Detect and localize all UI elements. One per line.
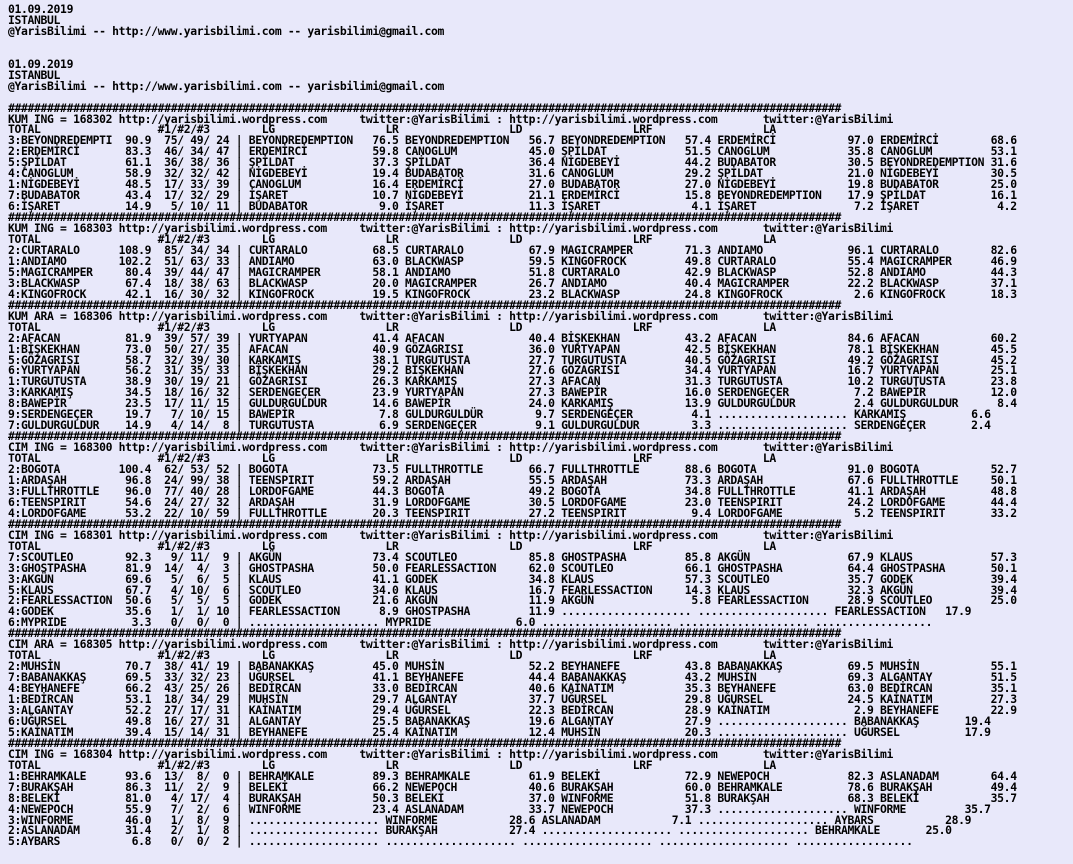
column-header-line: TOTAL #1/#2/#3 LG LR LD LRF LA: [8, 757, 776, 772]
horse-result-row: 7:GULDURGULDUR 14.9 4/ 14/ 8 | TURGUTUSTA 6.9 SERDENGEÇER 9.1 GULDURGULDUR 3.3 .................... SERDENGEÇER 2.4: [8, 418, 991, 433]
horse-result-row: 1:ARDAŞAH 96.8 24/ 99/ 38 | TEENSPIRIT 59.2 ARDAŞAH 55.5 ARDAŞAH 73.3 ARDAŞAH 67.6 FULLTHROTTLE 50.1: [8, 472, 1017, 487]
horse-result-row: 7:SCOUTLEO 92.3 9/ 11/ 9 | AKGÜN 73.4 SCOUTLEO 85.8 GHOSTPASHA 85.8 AKGÜN 67.9 KLAUS 57.3: [8, 549, 1017, 564]
report-line: 01.09.2019: [8, 56, 74, 71]
horse-result-row: 3:ALGANTAY 52.2 27/ 17/ 31 | KAİNATIM 29.4 UĞURSEL 22.3 BEDİRCAN 28.9 KAİNATIM 2.9 BEYHANEFE 22.9: [8, 703, 1017, 717]
horse-result-row: 2:ERDEMİRCİ 83.3 46/ 34/ 47 | ERDEMİRCİ 59.8 CANOGLUM 45.0 ŞPİLDAT 51.5 CANOGLUM 35.8 CANOGLUM 53.1: [8, 144, 1017, 159]
section-divider: ################################################################################################################################: [8, 210, 841, 225]
section-divider: ################################################################################################################################: [8, 516, 841, 531]
race-header-line: CIM ING = 168304 http://yarisbilimi.wordpress.com twitter:@YarisBilimi : http://yarisbilimi.wordpress.com twitter:@YarisBilimi: [8, 746, 894, 761]
race-header-line: CIM ARA = 168305 http://yarisbilimi.wordpress.com twitter:@YarisBilimi : http://yarisbilimi.wordpress.com twitter:@YarisBilimi: [8, 637, 894, 652]
horse-result-row: 8:BAWEPİR 23.5 17/ 11/ 15 | GULDURGULDUR 14.6 BAWEPİR 24.0 KARKAMIŞ 13.9 GULDURGULDUR 2.4 GULDURGULDUR 8.4: [8, 396, 1017, 411]
horse-result-row: 8:BELEKİ 81.0 4/ 17/ 4 | BURAKŞAH 50.3 BELEKİ 37.0 WINFORME 51.8 BURAKŞAH 68.3 BELEKİ 35.7: [8, 790, 1017, 805]
horse-result-row: 5:ŞPİLDAT 61.1 36/ 38/ 36 | ŞPİLDAT 37.3 ŞPİLDAT 36.4 NİGDEBEYİ 44.2 BUDABATOR 30.5 BEYONDREDEMPTION 31.6: [8, 155, 1017, 170]
section-divider: ################################################################################################################################: [8, 626, 841, 641]
column-header-line: TOTAL #1/#2/#3 LG LR LD LRF LA: [8, 122, 776, 137]
horse-result-row: 5:KAİNATIM 39.4 15/ 14/ 31 | BEYHANEFE 25.4 KAİNATIM 12.4 MUHSİN 20.3 .................... UĞURSEL 17.9: [8, 724, 991, 739]
report-line: 01.09.2019: [8, 2, 74, 16]
horse-result-row: 2:FEARLESSACTION 50.6 5/ 5/ 5 | GODEK 21.6 AKGÜN 11.9 AKGÜN 5.8 FEARLESSACTION 28.9 SCOUTLEO 25.0: [8, 593, 1017, 608]
section-divider: ################################################################################################################################: [8, 297, 841, 312]
horse-result-row: 2:MUHSİN 70.7 38/ 41/ 19 | BABANAKKAŞ 45.0 MUHSİN 52.2 BEYHANEFE 43.8 BABANAKKAŞ 69.5 MUHSİN 55.1: [8, 659, 1017, 674]
report-line: ISTANBUL: [8, 67, 61, 82]
horse-result-row: 9:SERDENGEÇER 19.7 7/ 10/ 15 | BAWEPİR 7.8 GULDURGULDÜR 9.7 SERDENGEÇER 4.1 .................... KARKAMIŞ 6.6: [8, 407, 991, 422]
report-line: @YarisBilimi -- http://www.yarisbilimi.com -- yarisbilimi@gmail.com: [8, 23, 445, 38]
report-line: @YarisBilimi -- http://www.yarisbilimi.com -- yarisbilimi@gmail.com: [8, 78, 445, 93]
report-line: ISTANBUL: [8, 12, 61, 27]
race-header-line: CIM ING = 168300 http://yarisbilimi.wordpress.com twitter:@YarisBilimi : http://yarisbilimi.wordpress.com twitter:@YarisBilimi: [8, 440, 894, 455]
horse-result-row: 4:NEWEPOCH 55.9 7/ 2/ 6 | WINFORME 23.4 ASLANADAM 33.7 NEWEPOCH 37.3 .................... WINFORME 35.7: [8, 801, 991, 816]
horse-result-row: 1:ANDIAMO 102.2 51/ 63/ 33 | ANDIAMO 63.0 BLACKWASP 59.5 KINGOFROCK 49.8 CURTARALO 55.4 MAGICRAMPER 46.9: [8, 253, 1017, 268]
horse-result-row: 4:GODEK 35.6 1/ 1/ 10 | FEARLESSACTION 8.9 GHOSTPASHA 11.9 .................... .................... FEARLESSACTION 17.9: [8, 604, 972, 619]
horse-result-row: 1:NİGDEBEYİ 48.5 17/ 33/ 39 | CANOGLUM 16.4 ERDEMİRCİ 27.0 BUDABATOR 27.0 NİGDEBEYİ 19.8 BUDABATOR 25.0: [8, 177, 1017, 192]
horse-result-row: 7:BABANAKKAŞ 69.5 33/ 32/ 23 | UĞURSEL 41.1 BEYHANEFE 44.4 BABANAKKAŞ 43.2 MUHSİN 69.3 ALGANTAY 51.5: [8, 670, 1017, 685]
horse-result-row: 5:GÖZAGRISI 58.7 32/ 39/ 30 | KARKAMIŞ 38.1 TURGUTUSTA 27.7 TURGUTUSTA 40.5 GÖZAGRISI 49.2 GÖZAGRISI 45.2: [8, 352, 1017, 367]
horse-result-row: 4:LORDOFGAME 53.2 22/ 10/ 59 | FULLTHROTTLE 20.3 TEENSPIRIT 27.2 TEENSPIRIT 9.4 LORDOFGAME 5.2 TEENSPIRIT 33.2: [8, 505, 1017, 520]
horse-result-row: 4:KINGOFROCK 42.1 16/ 30/ 32 | KINGOFROCK 19.5 KINGOFROCK 23.2 BLACKWASP 24.8 KINGOFROCK 2.6 KINGOFROCK 18.3: [8, 286, 1017, 301]
horse-result-row: 3:GHOSTPASHA 81.9 14/ 4/ 3 | GHOSTPASHA 50.0 FEARLESSACTION 62.0 SCOUTLEO 66.1 GHOSTPASHA 64.4 GHOSTPASHA 50.1: [8, 560, 1017, 575]
horse-result-row: 6:YURTYAPAN 56.2 31/ 35/ 33 | BİŞKEKHAN 29.2 BİŞKEKHAN 27.6 GÖZAGRISI 34.4 YURTYAPAN 16.7 YURTYAPAN 25.1: [8, 363, 1017, 378]
section-divider: ################################################################################################################################: [8, 100, 841, 115]
column-header-line: TOTAL #1/#2/#3 LG LR LD LRF LA: [8, 319, 776, 334]
horse-result-row: 4:CANOGLUM 58.9 32/ 32/ 42 | NİGDEBEYİ 19.4 BUDABATOR 31.6 CANOGLUM 29.2 ŞPİLDAT 21.0 NİGDEBEYİ 30.5: [8, 166, 1017, 181]
horse-result-row: 2:BOGOTA 100.4 62/ 53/ 52 | BOGOTA 73.5 FULLTHROTTLE 66.7 FULLTHROTTLE 88.6 BOGOTA 91.0 BOGOTA 52.7: [8, 462, 1017, 477]
horse-result-row: 7:BURAKŞAH 86.3 11/ 2/ 9 | BELEKİ 66.2 NEWEPOCH 40.6 BURAKŞAH 60.0 BEHRAMKALE 78.6 BURAKŞAH 49.4: [8, 779, 1017, 794]
race-header-line: KUM ING = 168303 http://yarisbilimi.wordpress.com twitter:@YarisBilimi : http://yarisbilimi.wordpress.com twitter:@YarisBilimi: [8, 221, 894, 236]
horse-result-row: 4:BEYHANEFE 66.2 43/ 25/ 26 | BEDİRCAN 33.0 BEDİRCAN 40.6 KAİNATIM 35.3 BEYHANEFE 63.0 BEDİRCAN 35.1: [8, 681, 1017, 696]
horse-result-row: 5:AYBARS 6.8 0/ 0/ 2 | .................... .................... .................... .................... ..................: [8, 834, 913, 849]
section-divider: ################################################################################################################################: [8, 735, 841, 750]
race-header-line: KUM ING = 168302 http://yarisbilimi.wordpress.com twitter:@YarisBilimi : http://yarisbilimi.wordpress.com twitter:@YarisBilimi: [8, 111, 894, 126]
race-header-line: CIM ING = 168301 http://yarisbilimi.wordpress.com twitter:@YarisBilimi : http://yarisbilimi.wordpress.com twitter:@YarisBilimi: [8, 527, 894, 542]
horse-result-row: 7:BUDABATOR 43.4 17/ 32/ 29 | İŞARET 10.7 NİGDEBEYİ 21.1 ERDEMİRCİ 15.8 BEYONDREDEMPTION 17.9 ŞPİLDAT 16.1: [8, 188, 1017, 203]
horse-result-row: 1:BİŞKEKHAN 73.0 50/ 27/ 35 | AFACAN 40.9 GÖZAGRISI 36.0 YURTYAPAN 42.5 BİŞKEKHAN 78.1 BİŞKEKHAN 45.5: [8, 341, 1017, 356]
horse-result-row: 3:WINFORME 46.0 1/ 8/ 9 | .................... WINFORME 28.6 ASLANADAM 7.1 .................... AYBARS 28.9: [8, 812, 972, 827]
horse-result-row: 3:KARKAMIŞ 34.5 18/ 16/ 32 | SERDENGEÇER 23.9 YURTYAPAN 27.3 BAWEPİR 16.0 SERDENGEÇER 7.2 BAWEPİR 12.0: [8, 385, 1017, 400]
horse-result-row: 3:AKGÜN 69.6 5/ 6/ 5 | KLAUS 41.1 GODEK 34.8 KLAUS 57.3 SCOUTLEO 35.7 GODEK 39.4: [8, 571, 1017, 586]
horse-result-row: 3:BEYONDREDEMPTI 90.9 75/ 49/ 24 | BEYONDREDEMPTION 76.5 BEYONDREDEMPTION 56.7 BEYONDREDEMPTION 57.4 ERDEMİRCİ 97.0 ERDEMİRCİ 68.6: [8, 133, 1017, 148]
horse-result-row: 1:BEDİRCAN 53.1 18/ 34/ 29 | MUHSİN 29.7 ALGANTAY 37.7 UĞURSEL 29.8 UĞURSEL 24.5 KAİNATIM 27.3: [8, 692, 1017, 707]
horse-result-row: 5:KLAUS 67.7 4/ 10/ 6 | SCOUTLEO 34.0 KLAUS 16.7 FEARLESSACTION 14.3 KLAUS 32.3 AKGÜN 39.4: [8, 582, 1017, 597]
column-header-line: TOTAL #1/#2/#3 LG LR LD LRF LA: [8, 648, 776, 663]
horse-result-row: 3:FULLTHROTTLE 96.0 77/ 40/ 28 | LORDOFGAME 44.3 BOGOTA 49.2 BOGOTA 34.8 FULLTHROTTLE 41.1 ARDAŞAH 48.8: [8, 483, 1017, 498]
horse-result-row: 6:TEENSPIRIT 54.6 24/ 27/ 32 | ARDAŞAH 31.9 LORDOFGAME 30.5 LORDOFGAME 23.0 TEENSPIRIT 24.2 LORDOFGAME 44.4: [8, 494, 1017, 509]
column-header-line: TOTAL #1/#2/#3 LG LR LD LRF LA: [8, 232, 776, 247]
race-header-line: KUM ARA = 168306 http://yarisbilimi.wordpress.com twitter:@YarisBilimi : http://yarisbilimi.wordpress.com twitter:@YarisBilimi: [8, 308, 894, 323]
horse-result-row: 1:BEHRAMKALE 93.6 13/ 8/ 0 | BEHRAMKALE 89.3 BEHRAMKALE 61.9 BELEKİ 72.9 NEWEPOCH 82.3 ASLANADAM 64.4: [8, 768, 1017, 783]
horse-result-row: 2:AFACAN 81.9 39/ 57/ 39 | YURTYAPAN 41.4 AFACAN 40.4 BİŞKEKHAN 43.2 AFACAN 84.6 AFACAN 60.2: [8, 330, 1017, 345]
column-header-line: TOTAL #1/#2/#3 LG LR LD LRF LA: [8, 451, 776, 466]
horse-result-row: 6:MYPRIDE 3.3 0/ 0/ 0 | .................... MYPRIDE 6.0 .................... .................... ..................: [8, 615, 933, 630]
horse-result-row: 2:CURTARALO 108.9 85/ 34/ 34 | CURTARALO 68.5 CURTARALO 67.9 MAGICRAMPER 71.3 ANDIAMO 96.1 CURTARALO 82.6: [8, 242, 1017, 257]
horse-result-row: 5:MAGICRAMPER 80.4 39/ 44/ 47 | MAGICRAMPER 58.1 ANDIAMO 51.8 CURTARALO 42.9 BLACKWASP 52.8 ANDIAMO 44.3: [8, 264, 1017, 279]
horse-result-row: 1:TURGUTUSTA 38.9 30/ 19/ 21 | GÖZAGRISI 26.3 KARKAMIŞ 27.3 AFACAN 31.3 TURGUTUSTA 10.2 TURGUTUSTA 23.8: [8, 374, 1017, 389]
horse-result-row: 2:ASLANADAM 31.4 2/ 1/ 8 | .................... BURAKŞAH 27.4 .................... .................... BEHRAMKALE 25.0: [8, 823, 952, 838]
horse-result-row: 6:İŞARET 14.9 5/ 10/ 11 | BUDABATOR 9.0 İŞARET 11.3 İŞARET 4.1 İŞARET 7.2 İŞARET 4.2: [8, 199, 1017, 214]
section-divider: ################################################################################################################################: [8, 429, 841, 444]
horse-result-row: 3:BLACKWASP 67.4 18/ 38/ 63 | BLACKWASP 20.0 MAGICRAMPER 26.7 ANDIAMO 40.4 MAGICRAMPER 22.2 BLACKWASP 37.1: [8, 275, 1017, 290]
column-header-line: TOTAL #1/#2/#3 LG LR LD LRF LA: [8, 538, 776, 553]
horse-result-row: 6:UĞURSEL 49.8 16/ 27/ 31 | ALGANTAY 25.5 BABANAKKAŞ 19.6 ALGANTAY 27.9 .................... BABANAKKAŞ 19.4: [8, 713, 991, 728]
